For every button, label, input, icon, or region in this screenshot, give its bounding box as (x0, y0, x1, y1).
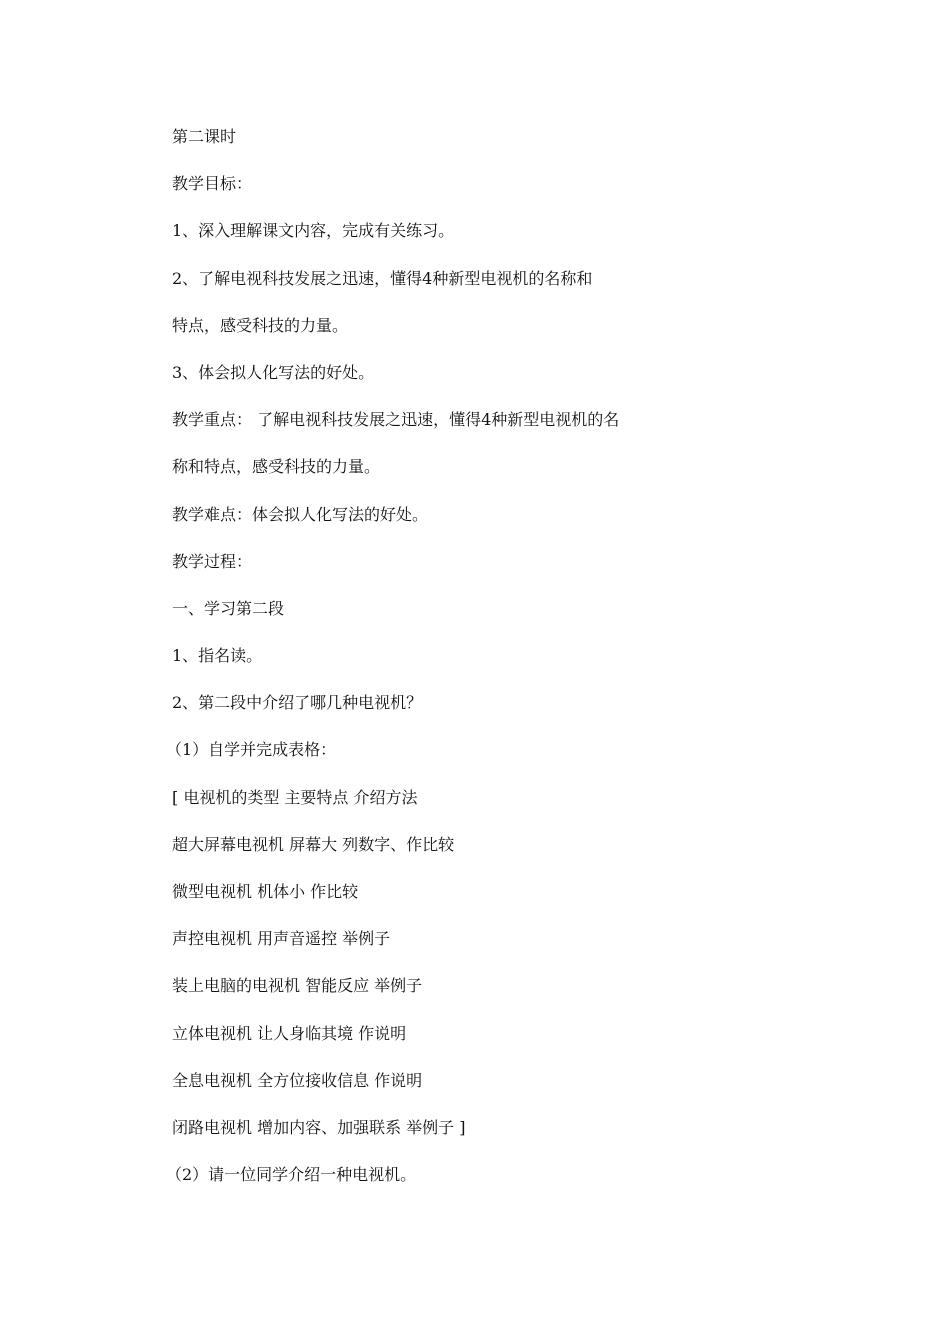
key-points: 教学重点： 了解电视科技发展之迅速，懂得4种新型电视机的名 (172, 410, 620, 430)
sub-step-2: （2）请一位同学介绍一种电视机。 (166, 1165, 417, 1185)
objective-3: 3、体会拟人化写法的好处。 (172, 362, 375, 382)
objective-1: 1、深入理解课文内容，完成有关练习。 (172, 221, 455, 241)
table-row: 全息电视机 全方位接收信息 作说明 (172, 1070, 423, 1090)
lesson-title: 第二课时 (172, 127, 237, 146)
key-points-continued: 称和特点，感受科技的力量。 (172, 457, 381, 477)
table-row: 闭路电视机 增加内容、加强联系 举例子 ] (172, 1117, 466, 1137)
objective-2-continued: 特点，感受科技的力量。 (172, 315, 349, 335)
table-row: 微型电视机 机体小 作比较 (172, 882, 359, 901)
objectives-heading: 教学目标： (172, 174, 253, 194)
step-1: 1、指名读。 (172, 646, 263, 666)
table-header-row: [ 电视机的类型 主要特点 介绍方法 (172, 787, 418, 807)
step-2: 2、第二段中介绍了哪几种电视机？ (172, 693, 423, 713)
difficult-points: 教学难点：体会拟人化写法的好处。 (172, 504, 429, 524)
document-body (166, 126, 792, 1211)
table-row: 装上电脑的电视机 智能反应 举例子 (172, 976, 423, 996)
table-row: 声控电视机 用声音遥控 举例子 (172, 929, 391, 949)
process-heading: 教学过程： (172, 551, 253, 571)
objective-2: 2、了解电视科技发展之迅速，懂得4种新型电视机的名称和 (172, 268, 593, 288)
section-one-heading: 一、学习第二段 (172, 598, 285, 618)
sub-step-1: （1）自学并完成表格： (166, 740, 337, 760)
table-row: 立体电视机 让人身临其境 作说明 (172, 1023, 407, 1043)
table-row: 超大屏幕电视机 屏幕大 列数字、作比较 (172, 834, 455, 854)
